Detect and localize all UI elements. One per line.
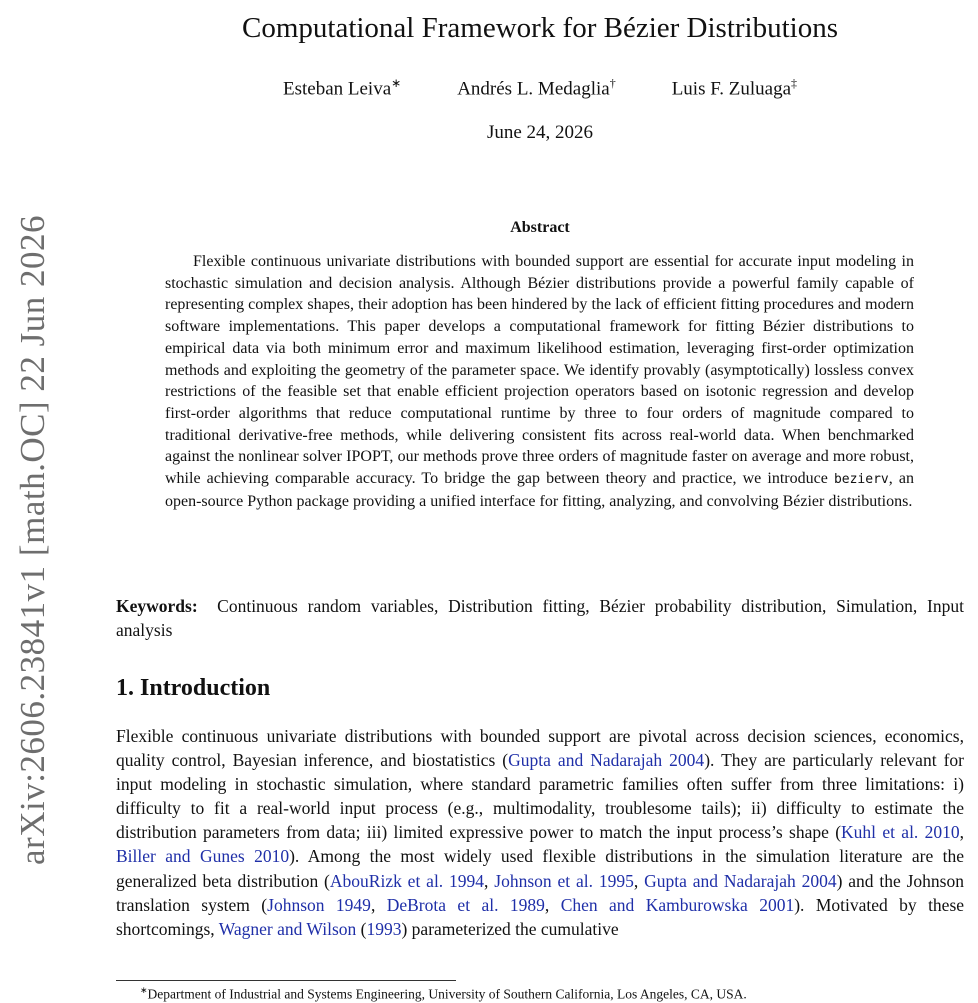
intro-text: ). Among the most widely used flexible distributions in the simulation literature are the generalized beta distribution ( bbox=[116, 846, 965, 891]
paper-title: Computational Framework for Bézier Distributions bbox=[241, 12, 838, 44]
author bbox=[672, 76, 797, 100]
intro-text: ). Motivated by these shortcomings, bbox=[116, 894, 965, 939]
author bbox=[283, 76, 401, 100]
abstract-text: Flexible continuous univariate distributions with bounded support are essential for accurate input modeling in stochastic simulation and decision analysis. Although Bézier distributions provide a powerful family capable of representing complex shapes, their adoption has been hindered by the lack of efficient fitting procedures and modern software implementations. This paper develops a computational framework for fitting Bézier distributions to empirical data via both minimum error and maximum likelihood estimation, leveraging first-order optimization methods and exploiting the geometry of the parameter space. We identify provably (asymptotically) lossless convex restrictions of the feasible set that enable efficient projection operators based on isotonic regression and develop first-order algorithms that reduce computational runtime by three to four orders of magnitude compared to traditional derivative-free methods, while delivering consistent fits across real-world data. When benchmarked against the nonlinear solver IPOPT, our methods prove three orders of magnitude faster on average and more robust, while achieving comparable accuracy. To bridge the gap between theory and practice, we introduce bbox=[165, 253, 914, 488]
citation-link[interactable]: Johnson 1949 bbox=[267, 894, 371, 915]
author-affiliation-mark: ‡ bbox=[791, 76, 798, 90]
author-name: Andrés L. Medaglia bbox=[457, 78, 610, 100]
citation-link[interactable]: 1993 bbox=[366, 918, 402, 939]
citation-link[interactable]: Biller and Gunes 2010 bbox=[116, 846, 290, 867]
intro-text: ). They are particularly relevant for input modeling in stochastic simulation, where standard parametric families often suffer from three limitations: i) difficulty to fit a real-world input process (e.g., multimodality, troublesome tails); ii) difficulty to estimate the distribution parameters from data; iii) limited expressive power to match the input process’s shape ( bbox=[116, 750, 965, 843]
author-name: Esteban Leiva bbox=[282, 78, 392, 100]
keywords-label: Keywords: bbox=[116, 596, 198, 616]
citation-link[interactable]: Gupta and Nadarajah 2004 bbox=[644, 870, 837, 891]
footnote-rule bbox=[116, 980, 456, 981]
intro-text: , bbox=[484, 870, 495, 891]
keywords-text: Continuous random variables, Distribution fitting, Bézier probability distribution, Simulation, Input analysis bbox=[116, 596, 964, 640]
paper-date: June 24, 2026 bbox=[486, 122, 594, 143]
author-list bbox=[160, 76, 920, 100]
intro-text: , bbox=[544, 894, 561, 915]
section-heading: 1. Introduction bbox=[116, 675, 271, 701]
intro-text: , bbox=[370, 894, 387, 915]
arxiv-identifier-stamp bbox=[0, 0, 66, 1000]
citation-link[interactable]: DeBrota et al. 1989 bbox=[386, 894, 545, 915]
footnote-mark: ∗ bbox=[140, 985, 148, 995]
footnote-text: Department of Industrial and Systems Engineering, University of Southern California, Los Angeles, CA, USA. bbox=[147, 986, 747, 1002]
intro-text: ( bbox=[356, 918, 367, 939]
author-name: Luis F. Zuluaga bbox=[671, 78, 792, 100]
abstract-heading: Abstract bbox=[510, 219, 570, 236]
abstract-text-end: , an open-source Python package providing a unified interface for fitting, analyzing, and convolving Bézier distributions. bbox=[165, 470, 914, 510]
keywords bbox=[116, 594, 964, 642]
intro-text: , bbox=[959, 822, 965, 843]
intro-text: Flexible continuous univariate distributions with bounded support are pivotal across decision sciences, economics, quality control, Bayesian inference, and biostatistics ( bbox=[116, 726, 964, 771]
intro-text: ) parameterized the cumulative bbox=[401, 918, 619, 939]
citation-link[interactable]: Kuhl et al. 2010 bbox=[841, 822, 960, 843]
intro-text: , bbox=[633, 870, 645, 891]
abstract-body bbox=[165, 251, 914, 512]
author-affiliation-mark: † bbox=[609, 76, 616, 90]
citation-link[interactable]: AbouRizk et al. 1994 bbox=[329, 870, 485, 891]
author-affiliation-mark: ∗ bbox=[391, 76, 402, 90]
package-name: bezierv bbox=[833, 472, 889, 488]
citation-link[interactable]: Johnson et al. 1995 bbox=[494, 870, 634, 891]
intro-text: ) and the Johnson translation system ( bbox=[116, 870, 964, 915]
citation-link[interactable]: Wagner and Wilson bbox=[218, 918, 357, 939]
citation-link[interactable]: Chen and Kamburowska 2001 bbox=[560, 894, 795, 915]
introduction-paragraph bbox=[116, 724, 964, 941]
citation-link[interactable]: Gupta and Nadarajah 2004 bbox=[508, 750, 705, 771]
arxiv-identifier-text: arXiv:2606.23841v1 [math.OC] 22 Jun 2026 bbox=[13, 215, 52, 865]
author bbox=[457, 76, 615, 100]
